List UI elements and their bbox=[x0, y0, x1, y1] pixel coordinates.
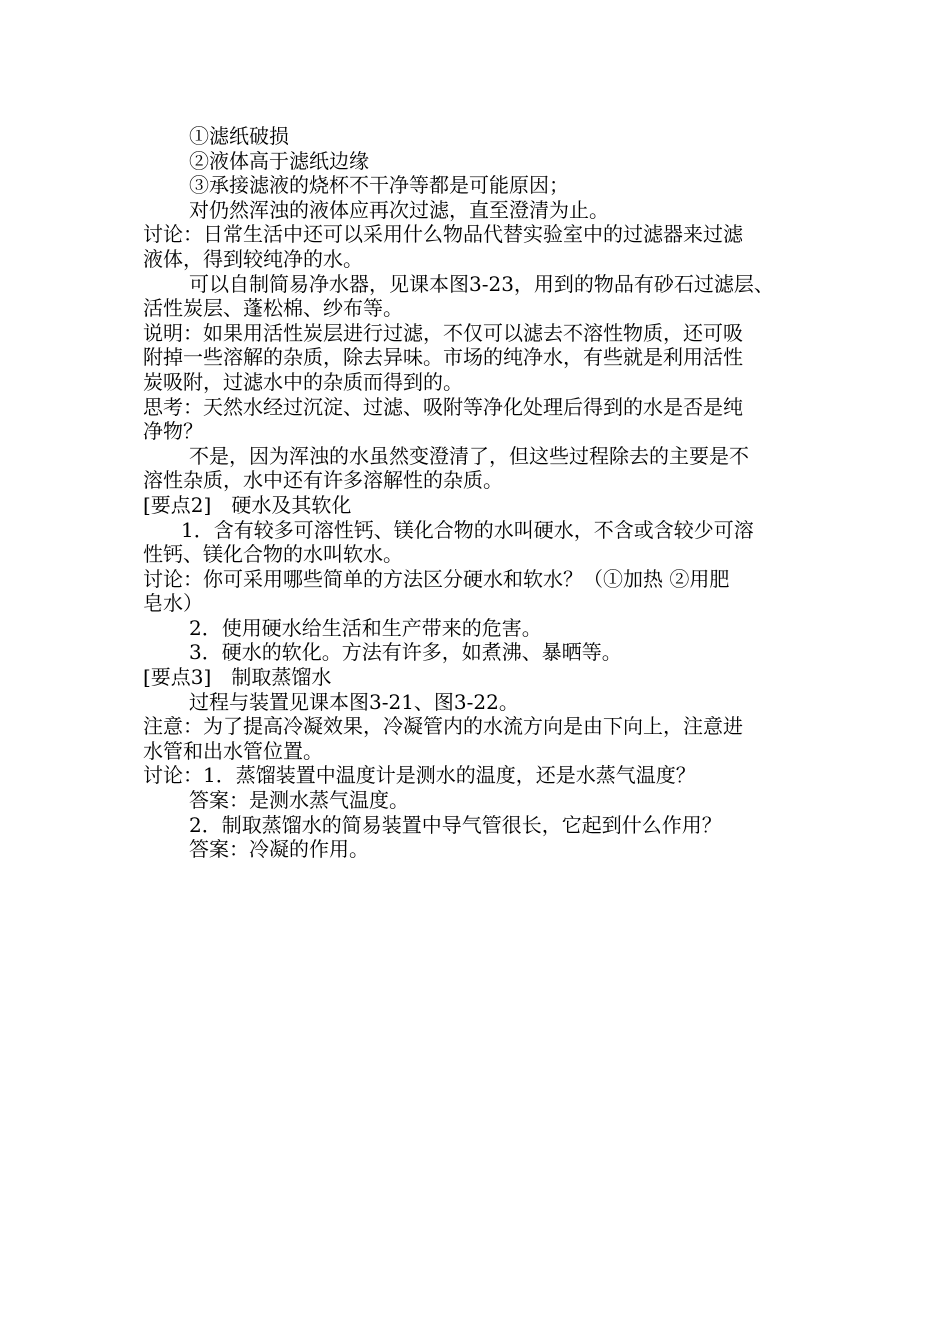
document-body bbox=[143, 124, 823, 862]
text-line: 答案：是测水蒸气温度。 bbox=[189, 788, 409, 813]
text-line: ①滤纸破损 bbox=[189, 124, 289, 148]
text-line: 水管和出水管位置。 bbox=[143, 738, 323, 763]
text-line: 不是，因为浑浊的水虽然变澄清了，但这些过程除去的主要是不 bbox=[189, 443, 749, 468]
text-line: 过程与装置见课本图3-21、图3-22。 bbox=[189, 689, 519, 714]
text-line: 性钙、镁化合物的水叫软水。 bbox=[143, 542, 403, 567]
text-line: 思考：天然水经过沉淀、过滤、吸附等净化处理后得到的水是否是纯 bbox=[143, 394, 743, 419]
text-line: 附掉一些溶解的杂质，除去异味。市场的纯净水，有些就是利用活性 bbox=[143, 345, 743, 370]
text-line: 对仍然浑浊的液体应再次过滤，直至澄清为止。 bbox=[189, 197, 609, 222]
text-line: 1．含有较多可溶性钙、镁化合物的水叫硬水，不含或含较少可溶 bbox=[181, 517, 754, 542]
text-line: 可以自制简易净水器，见课本图3-23，用到的物品有砂石过滤层、 bbox=[189, 271, 774, 296]
text-line: 皂水） bbox=[143, 591, 203, 616]
text-line: 炭吸附，过滤水中的杂质而得到的。 bbox=[143, 369, 463, 394]
text-line: 答案：冷凝的作用。 bbox=[189, 837, 369, 862]
text-line: 讨论：日常生活中还可以采用什么物品代替实验室中的过滤器来过滤 bbox=[143, 222, 743, 247]
text-line: ②液体高于滤纸边缘 bbox=[189, 148, 369, 173]
text-line: 3．硬水的软化。方法有许多，如煮沸、暴晒等。 bbox=[189, 640, 622, 665]
text-line: 活性炭层、蓬松棉、纱布等。 bbox=[143, 296, 403, 321]
text-line: 讨论：1．蒸馏装置中温度计是测水的温度，还是水蒸气温度？ bbox=[143, 763, 696, 788]
text-line: 2．使用硬水给生活和生产带来的危害。 bbox=[189, 615, 542, 640]
text-line: 液体，得到较纯净的水。 bbox=[143, 246, 363, 271]
text-line: ③承接滤液的烧杯不干净等都是可能原因； bbox=[189, 173, 569, 198]
text-line: 说明：如果用活性炭层进行过滤，不仅可以滤去不溶性物质，还可吸 bbox=[143, 320, 743, 345]
text-line: 溶性杂质，水中还有许多溶解性的杂质。 bbox=[143, 468, 503, 493]
text-line: [要点3] 制取蒸馏水 bbox=[143, 665, 332, 690]
text-line: 讨论：你可采用哪些简单的方法区分硬水和软水？（①加热 ②用肥 bbox=[143, 566, 730, 591]
text-line: 净物？ bbox=[143, 419, 203, 444]
text-line: 注意：为了提高冷凝效果，冷凝管内的水流方向是由下向上，注意进 bbox=[143, 714, 743, 739]
text-line: 2．制取蒸馏水的简易装置中导气管很长，它起到什么作用？ bbox=[189, 812, 722, 837]
text-line: [要点2] 硬水及其软化 bbox=[143, 492, 352, 517]
